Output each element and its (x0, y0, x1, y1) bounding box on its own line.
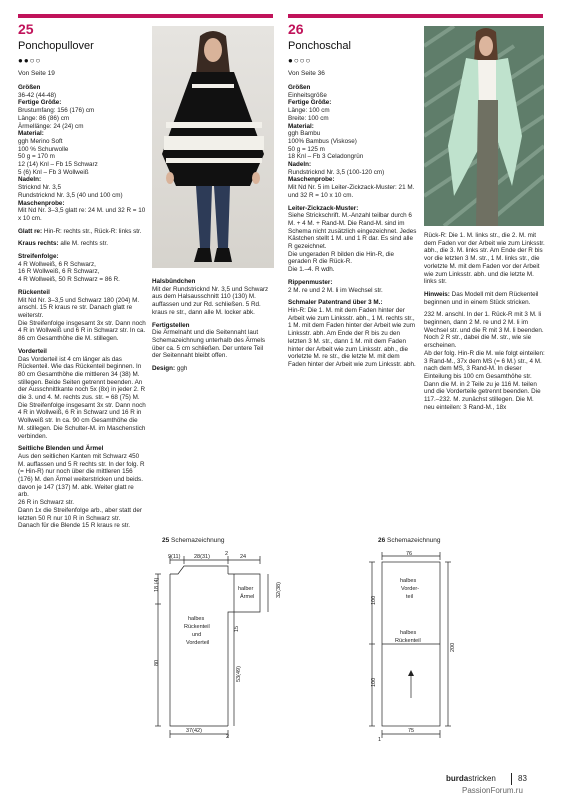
paragraph (288, 146, 418, 154)
schema-25-top-4: 24 (240, 554, 247, 560)
schema-25-inner-1: halbes (188, 616, 205, 622)
section-heading: Vorderteil (18, 347, 47, 355)
paragraph-text: 232 M. anschl. In der 1. Rück-R mit 3 M. li beginnen, dann 2 M. re und 2 M. li im Wechsel str. und die R mit 3 M. li beenden. (424, 311, 544, 334)
paragraph-text: 100% Bambus (Viskose) (288, 137, 357, 145)
right-column-2 (424, 232, 546, 411)
paragraph (288, 307, 418, 369)
section-heading: Größen (288, 84, 311, 91)
paragraph-text: Ab der folg. Hin-R die M. wie folgt einteilen: 3 Rand-M., 37x dem MS (= 6 M.) str., 4 M. nach dem MS, 3 Rand-M. In dieser Einteilung bis 100 cm Gesamthöhe str. Dann die M. in 2 Teile zu je 116 M. teilen und die Vorderteile getrennt beenden. Die 117.–232. M. zunächst stillegen. Die M. neu einteilen: 3 Rand-M., 18x (424, 349, 545, 411)
ponchopullover-photo (152, 26, 274, 268)
paragraph (18, 192, 146, 200)
paragraph (424, 291, 546, 306)
paragraph (18, 115, 146, 123)
paragraph (288, 138, 418, 146)
paragraph-text: 2 M. re und 2 M. li im Wechsel str. (288, 286, 383, 294)
schema-25-bottom-2: 2 (226, 734, 230, 738)
paragraph-text: alle M. rechts str. (58, 240, 108, 248)
schema-26-bottom-1: 1 (378, 737, 382, 742)
schema-25-arm-right: 32(38) (276, 582, 282, 598)
paragraph (18, 297, 146, 320)
schema-26-left-bottom: 100 (371, 677, 377, 687)
schema-26-bottom-2: 75 (408, 728, 415, 734)
paragraph (288, 212, 418, 251)
paragraph-text: Mit der Rundstricknd Nr. 3,5 und Schwarz aus dem Halsausschnitt 110 (130) M. auffassen und zur Rd. schließen. 5 Rd. kraus re str., dann alle M. locker abk. (152, 285, 269, 316)
footer-brand: burdastricken (446, 774, 496, 783)
paragraph-text: Breite: 100 cm (288, 114, 329, 122)
paragraph (18, 499, 146, 507)
paragraph (152, 329, 274, 360)
schema-25-arm-1: halber (238, 586, 254, 592)
section-heading: Material: (18, 130, 44, 138)
schema-25-inner-3: und (192, 632, 202, 638)
right-source: Von Seite 36 (288, 70, 325, 77)
left-column-2 (152, 278, 274, 373)
paragraph (288, 184, 418, 199)
paragraph-text: Hin-R: rechts str., Rück-R: links str. (42, 227, 142, 235)
paragraph-text: Stricknd Nr. 3,5 (18, 184, 62, 192)
schema-26-diagram (366, 548, 456, 742)
schema-26-inner-bottom-2: Rückenteil (395, 638, 421, 644)
paragraph-text: Das Modell mit dem Rückenteil beginnen und in einem Stück stricken. (424, 290, 539, 306)
inline-heading: Kraus rechts: (18, 240, 59, 248)
paragraph-text: Die 1.–4. R wdh. (288, 266, 335, 274)
paragraph-text: 4 R Wollweiß, 6 R Schwarz, (18, 260, 96, 268)
paragraph-text: 16 R Wollweiß, 6 R Schwarz, (18, 268, 100, 276)
paragraph-text: 100 % Schurwolle (18, 145, 69, 153)
paragraph (288, 169, 418, 177)
schema-26-inner-top-2: Vorder- (401, 586, 420, 592)
schema-25-side-2: 80 (154, 659, 160, 666)
paragraph-text: Rück-R: Die 1. M. links str., die 2. M. mit dem Faden vor der Arbeit wie zum Linksstr. abh., die 3. M. links str. Am Ende der R bis vor die letzten 3 M. str., 1 M. links str., die vorletzte M. mit dem Faden vor der Arbeit wie zum Linksstr. abh. und die letzte M. links str. (424, 232, 545, 286)
left-column-1 (18, 84, 146, 530)
paragraph-text: Länge: 100 cm (288, 107, 330, 115)
right-pattern-number: 26 (288, 21, 304, 37)
paragraph (18, 184, 146, 192)
paragraph-text: Rundstricknd Nr. 3,5 (100-120 cm) (288, 168, 385, 176)
section-heading: Nadeln: (288, 161, 312, 169)
paragraph (18, 240, 146, 248)
schema-26-inner-bottom-1: halbes (400, 630, 417, 636)
right-difficulty: ●○○○ (288, 56, 312, 65)
paragraph (18, 92, 146, 100)
paragraph (18, 522, 146, 530)
left-pattern-number: 25 (18, 21, 34, 37)
paragraph (18, 453, 146, 499)
paragraph (424, 311, 546, 334)
paragraph (288, 92, 418, 100)
paragraph (288, 251, 418, 266)
schema-25-inner-2: Rückenteil (184, 624, 210, 630)
paragraph-text: Brustumfang: 156 (176) cm (18, 107, 95, 115)
section-heading: Maschenprobe: (288, 176, 335, 184)
section-heading: Streifenfolge: (18, 253, 59, 261)
paragraph-text: 18 Knl – Fb 3 Celadongrün (288, 153, 364, 161)
paragraph-text: Mit Nd Nr. 3–3,5 glatt re: 24 M. und 32 R = 10 x 10 cm. (18, 207, 146, 222)
paragraph-text: Einheitsgröße (288, 91, 327, 99)
paragraph-text: ggh Merino Soft (18, 137, 63, 145)
footer-divider (511, 773, 512, 785)
schema-25-top-3: 2 (225, 551, 229, 557)
paragraph (152, 365, 274, 373)
paragraph (18, 146, 146, 154)
section-heading: Rippenmuster: (288, 278, 333, 286)
schema-26-right: 200 (450, 642, 456, 652)
paragraph-text: Dann 1x die Streifenfolge arb., aber statt der letzten 50 R nur 10 R in Schwarz str. (18, 506, 142, 522)
paragraph-text: Danach für die Blende 15 R kraus re str. (18, 522, 131, 530)
section-heading: Maschenprobe: (18, 199, 65, 207)
section-heading: Leiter-Zickzack-Muster: (288, 204, 359, 212)
schema-26-top: 76 (406, 551, 413, 557)
paragraph-text: 36-42 (44-48) (18, 91, 57, 99)
paragraph-text: 12 (14) Knl – Fb 15 Schwarz (18, 161, 98, 169)
paragraph-text: Die Streifenfolge insgesamt 3x str. Dann noch 4 R in Wollweiß und 6 R in Schwarz str. In ca. 86 cm Gesamthöhe die M. stillegen. (18, 319, 146, 343)
schema-25-title: 25 Schemazeichnung (162, 537, 225, 544)
schema-25-top-2: 28(31) (194, 554, 210, 560)
paragraph-text: Die Streifenfolge insgesamt 3x str. Dann noch 4 R in Wollweiß, 6 R in Schwarz und 16 R in Wollweiß str. In ca. 90 cm Gesamthöhe die M. stillegen. Die Schulter-M. im Maschenstich verbinden. (18, 401, 146, 440)
section-heading: Nadeln: (18, 176, 42, 184)
section-heading: Fertige Größe: (288, 99, 332, 107)
ponchoschal-photo (424, 26, 544, 226)
right-column-1 (288, 84, 418, 369)
paragraph (18, 107, 146, 115)
inline-heading: Glatt re: (18, 227, 43, 235)
paragraph-text: Hin-R: Die 1. M. mit dem Faden hinter der Arbeit wie zum Linksstr. abh., 1 M. rechts str., 1 M. mit dem Faden hinter der Arbeit wie zum Linksstr. abh. Am Ende der R bis zu den letzten 3 M. str., dann 1 M. mit dem Faden hinter der Arbeit wie zum Linksstr. abh., die vorletzte M. re str., die letzte M. mit dem Faden hinter der Arbeit wie zum Linksstr. abh. (288, 306, 416, 368)
section-heading: Fertigstellen (152, 321, 190, 329)
schema-25-bottom-1: 37(42) (186, 728, 202, 734)
paragraph (18, 261, 146, 269)
schema-26-left-top: 100 (371, 595, 377, 605)
paragraph-text: 5 (6) Knl – Fb 3 Wollweiß (18, 168, 89, 176)
inline-heading: Design: (152, 365, 176, 373)
paragraph-text: Die Ärmelnaht und die Seitennaht laut Schemazeichnung unterhalb des Ärmels über ca. 5 cm schließen. Der untere Teil der Seitennaht bleibt offen. (152, 329, 266, 360)
schema-26-inner-top-3: teil (406, 594, 414, 600)
schema-26-inner-top-1: halbes (400, 578, 417, 584)
section-heading: Schmaler Patentrand über 3 M.: (288, 299, 383, 307)
paragraph-text: 50 g = 170 m (18, 153, 55, 161)
schema-25-mid-1: 15 (234, 625, 240, 632)
right-pattern-title: Ponchoschal (288, 40, 351, 52)
watermark: PassionForum.ru (462, 786, 523, 795)
section-heading: Seitliche Blenden und Ärmel (18, 445, 104, 453)
paragraph (18, 207, 146, 222)
paragraph-text: Mit Nd Nr. 3–3,5 und Schwarz 180 (204) M. anschl. 15 R kraus re str. Danach glatt re weiterstr. (18, 296, 140, 319)
section-heading: Halsbündchen (152, 278, 196, 285)
schema-25-arm-2: Ärmel (240, 594, 255, 600)
paragraph-text: Ärmellänge: 24 (24) cm (18, 122, 84, 130)
paragraph (288, 107, 418, 115)
paragraph-text: Noch 2 R str., dabei die M. str., wie sie erscheinen. (424, 334, 532, 350)
paragraph (288, 287, 418, 295)
paragraph-text: Rundstricknd Nr. 3,5 (40 und 100 cm) (18, 191, 123, 199)
paragraph-text: ggh (175, 365, 188, 373)
paragraph (18, 138, 146, 146)
paragraph (18, 169, 146, 177)
schema-25-side-1: 18 (4) (154, 577, 160, 592)
paragraph-text: ggh Bambu (288, 130, 321, 138)
paragraph (18, 268, 146, 276)
paragraph (18, 153, 146, 161)
schema-26-title: 26 Schemazeichnung (378, 537, 441, 544)
paragraph (288, 153, 418, 161)
paragraph-text: Aus den seitlichen Kanten mit Schwarz 450 M. auffassen und 5 R rechts str. In der folg. R (= Hin-R) nur noch über die mittleren 156 (176) M. den Ärmel weiterstricken und beids. davon je 147 (137) M. abk. Weiter glatt re arb. (18, 452, 145, 499)
paragraph (18, 507, 146, 522)
schema-25-diagram (150, 548, 290, 738)
paragraph-text: Länge: 86 (86) cm (18, 114, 70, 122)
page-number: 83 (518, 774, 527, 783)
paragraph (288, 115, 418, 123)
paragraph-text: Das Vorderteil ist 4 cm länger als das Rückenteil. Wie das Rückenteil beginnen. In 80 cm Gesamthöhe die mittleren 34 (38) M. stillegen. Beide Seiten getrennt beenden. An der Ausschnittkante noch 5x (8x) in jeder 2. R die 3. und 4. M. rechts zus. str. = 68 (75) M. (18, 355, 146, 402)
paragraph (18, 228, 146, 236)
schema-25-inner-4: Vorderteil (186, 640, 210, 646)
section-heading: Fertige Größe: (18, 99, 62, 107)
paragraph-text: 26 R in Schwarz str. (18, 499, 74, 507)
left-difficulty: ●●○○ (18, 56, 42, 65)
paragraph (18, 276, 146, 284)
paragraph-text: Die ungeraden R bilden die Hin-R, die geraden R die Rück-R. (288, 250, 395, 266)
section-heading: Rückenteil (18, 288, 50, 296)
paragraph (288, 130, 418, 138)
schema-25-top-1: 9(11) (168, 554, 181, 560)
left-pattern-title: Ponchopullover (18, 40, 94, 52)
inline-heading: Hinweis: (424, 290, 450, 298)
paragraph-text: Siehe Strickschrift. M.-Anzahl teilbar durch 6 M. + 4 M. + Rand-M. Die Rand-M. sind im Schema nicht zusätzlich eingezeichnet. Jedes Kästchen stellt 1 M. und 1 R dar. Es sind alle R gezeichnet. (288, 212, 417, 251)
paragraph-text: 4 R Wollweiß, 50 R Schwarz = 86 R. (18, 276, 120, 284)
paragraph (18, 161, 146, 169)
paragraph-text: Mit Nd Nr. 5 im Leiter-Zickzack-Muster: 21 M. und 32 R = 10 x 10 cm. (288, 184, 415, 199)
left-source: Von Seite 19 (18, 70, 55, 77)
right-accent-bar (288, 14, 543, 18)
schema-25-mid-2: 53(49) (236, 666, 242, 682)
paragraph (424, 232, 546, 286)
paragraph-text: 50 g = 125 m (288, 145, 325, 153)
paragraph (288, 266, 418, 274)
left-accent-bar (18, 14, 273, 18)
paragraph (18, 320, 146, 343)
paragraph (424, 350, 546, 412)
paragraph (424, 334, 546, 349)
paragraph (18, 356, 146, 402)
paragraph (18, 123, 146, 131)
paragraph (152, 286, 274, 317)
section-heading: Größen (18, 84, 41, 91)
paragraph (18, 402, 146, 441)
section-heading: Material: (288, 122, 314, 130)
